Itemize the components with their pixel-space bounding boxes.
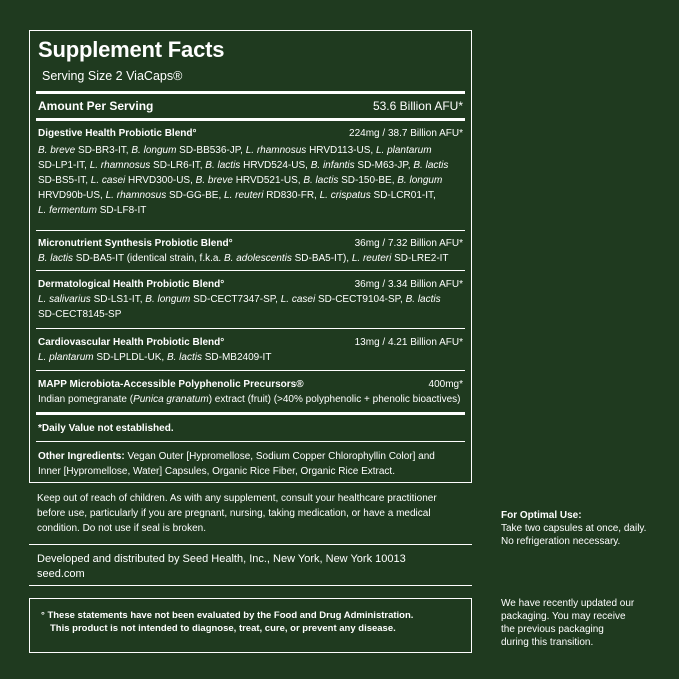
strain-text: HRVD524-US,	[240, 160, 311, 171]
optimal-use	[501, 509, 646, 548]
thin-rule	[36, 441, 465, 442]
species-name: B. lactis	[405, 294, 441, 305]
strain-text: HRVD113-US,	[306, 145, 376, 156]
blend-amount: 36mg / 7.32 Billion AFU*	[354, 238, 463, 249]
species-name: L. reuteri	[351, 253, 392, 264]
strain-text: SD-CECT9104-SP,	[315, 294, 406, 305]
strain-text: SD-150-BE,	[338, 175, 398, 186]
blend-name: MAPP Microbiota-Accessible Polyphenolic Precursors®	[38, 379, 304, 390]
blend-amount: 36mg / 3.34 Billion AFU*	[354, 279, 463, 290]
species-name: B. adolescentis	[224, 253, 292, 264]
ingredient-line	[38, 392, 463, 407]
species-name: B. longum	[145, 294, 191, 305]
section-divider	[29, 585, 472, 586]
blend-micronutrient	[38, 237, 463, 266]
thick-rule	[36, 412, 465, 415]
other-ingredients-text: Vegan Outer [Hypromellose, Sodium Copper Chlorophyllin Color] and Inner [Hypromellose, Water] Capsules, Organic Rice Fiber, Organic Rice Extract.	[38, 451, 435, 477]
species-name: B. lactis	[413, 160, 449, 171]
strain-text: SD-LF8-IT	[96, 205, 147, 216]
strain-text: SD-CECT8145-SP	[38, 309, 122, 320]
disclaimer-line: ° These statements have not been evaluated by the Food and Drug Administration.	[41, 610, 414, 621]
distributor-info	[37, 552, 406, 582]
strain-text: RD830-FR,	[263, 190, 320, 201]
species-name: Punica granatum	[133, 394, 209, 405]
strain-text: SD-BA5-IT),	[291, 253, 352, 264]
optimal-use-heading: For Optimal Use:	[501, 510, 582, 521]
species-name: L. rhamnosus	[89, 160, 151, 171]
section-divider	[29, 544, 472, 545]
packaging-note-line: We have recently updated our	[501, 598, 635, 609]
blend-ingredients	[38, 392, 463, 407]
species-name: L. casei	[280, 294, 316, 305]
species-name: L. plantarum	[375, 145, 432, 156]
strain-text: SD-BS5-IT,	[38, 175, 91, 186]
packaging-note-line: packaging. You may receive	[501, 611, 626, 622]
species-name: L. casei	[90, 175, 126, 186]
thin-rule	[36, 370, 465, 371]
strain-text: Indian pomegranate (	[38, 394, 134, 405]
ingredient-line	[38, 143, 463, 158]
supplement-facts-panel	[29, 30, 472, 483]
species-name: L. fermentum	[38, 205, 97, 216]
amount-per-serving-value: 53.6 Billion AFU*	[372, 99, 463, 113]
ingredient-line	[38, 173, 463, 188]
species-name: L. rhamnosus	[105, 190, 167, 201]
species-name: B. breve	[195, 175, 233, 186]
blend-ingredients	[38, 251, 463, 266]
thick-rule	[36, 118, 465, 121]
panel-title: Supplement Facts	[38, 37, 225, 62]
blend-digestive	[38, 127, 463, 218]
ingredient-line	[38, 307, 463, 322]
strain-text: HRVD521-US,	[232, 175, 304, 186]
blend-ingredients	[38, 143, 463, 218]
strain-text: SD-BR3-IT,	[75, 145, 132, 156]
serving-size: Serving Size 2 ViaCaps®	[42, 69, 183, 83]
strain-text: SD-LR6-IT,	[150, 160, 206, 171]
species-name: L. plantarum	[38, 352, 94, 363]
strain-text: HRVD90b-US,	[38, 190, 106, 201]
species-name: L. salivarius	[38, 294, 91, 305]
strain-text: SD-LP1-IT,	[38, 160, 90, 171]
amount-per-serving-row	[38, 99, 463, 113]
species-name: B. lactis	[166, 352, 202, 363]
species-name: B. lactis	[38, 253, 74, 264]
species-name: B. longum	[131, 145, 177, 156]
blend-ingredients	[38, 292, 463, 322]
strain-text: SD-CECT7347-SP,	[190, 294, 281, 305]
thin-rule	[36, 328, 465, 329]
blend-name: Cardiovascular Health Probiotic Blend°	[38, 337, 225, 348]
species-name: L. crispatus	[319, 190, 371, 201]
strain-text: SD-GG-BE,	[166, 190, 225, 201]
thin-rule	[36, 230, 465, 231]
blend-name: Micronutrient Synthesis Probiotic Blend°	[38, 238, 233, 249]
strain-text: SD-LS1-IT,	[90, 294, 146, 305]
blend-cardiovascular	[38, 336, 463, 365]
blend-name: Digestive Health Probiotic Blend°	[38, 128, 197, 139]
packaging-note-line: during this transition.	[501, 637, 594, 648]
species-name: B. breve	[38, 145, 76, 156]
strain-text: SD-M63-JP,	[354, 160, 414, 171]
ingredient-line	[38, 251, 463, 266]
ingredient-line	[38, 188, 463, 203]
species-name: B. longum	[397, 175, 443, 186]
species-name: B. infantis	[310, 160, 355, 171]
fda-disclaimer	[29, 598, 472, 653]
species-name: L. reuteri	[224, 190, 264, 201]
blend-amount: 400mg*	[428, 379, 463, 390]
optimal-use-line: No refrigeration necessary.	[501, 536, 621, 547]
ingredient-line	[38, 203, 463, 218]
other-ingredients	[38, 449, 459, 479]
strain-text: SD-BA5-IT (identical strain, f.k.a.	[73, 253, 224, 264]
amount-per-serving-label: Amount Per Serving	[38, 99, 154, 113]
species-name: B. lactis	[303, 175, 339, 186]
strain-text: SD-MB2409-IT	[201, 352, 272, 363]
blend-mapp	[38, 378, 463, 407]
website: seed.com	[37, 568, 85, 580]
blend-ingredients	[38, 350, 463, 365]
blend-amount: 224mg / 38.7 Billion AFU*	[349, 128, 463, 139]
optimal-use-line: Take two capsules at once, daily.	[501, 523, 647, 534]
strain-text: HRVD300-US,	[125, 175, 196, 186]
ingredient-line	[38, 292, 463, 307]
species-name: B. lactis	[205, 160, 241, 171]
thick-rule	[36, 91, 465, 94]
species-name: L. rhamnosus	[245, 145, 307, 156]
thin-rule	[36, 270, 465, 271]
distributor-line: Developed and distributed by Seed Health, Inc., New York, New York 10013	[37, 553, 406, 565]
other-ingredients-label: Other Ingredients:	[38, 451, 125, 462]
strain-text: SD-LCR01-IT,	[370, 190, 436, 201]
strain-text: SD-LPLDL-UK,	[93, 352, 167, 363]
blend-dermatological	[38, 278, 463, 322]
strain-text: SD-LRE2-IT	[391, 253, 449, 264]
blend-name: Dermatological Health Probiotic Blend°	[38, 279, 225, 290]
ingredient-line	[38, 350, 463, 365]
strain-text: SD-BB536-JP,	[176, 145, 246, 156]
strain-text: ) extract (fruit) (>40% polyphenolic + phenolic bioactives)	[208, 394, 461, 405]
blend-amount: 13mg / 4.21 Billion AFU*	[354, 337, 463, 348]
warning-text: Keep out of reach of children. As with any supplement, consult your healthcare practitioner before use, particularly if you are pregnant, nursing, taking medication, or have a medical condition. Do not use if seal is broken.	[37, 493, 437, 534]
daily-value-note: *Daily Value not established.	[38, 423, 174, 434]
packaging-note	[501, 597, 634, 649]
packaging-note-line: the previous packaging	[501, 624, 604, 635]
ingredient-line	[38, 158, 463, 173]
disclaimer-line: This product is not intended to diagnose, treat, cure, or prevent any disease.	[50, 623, 396, 634]
